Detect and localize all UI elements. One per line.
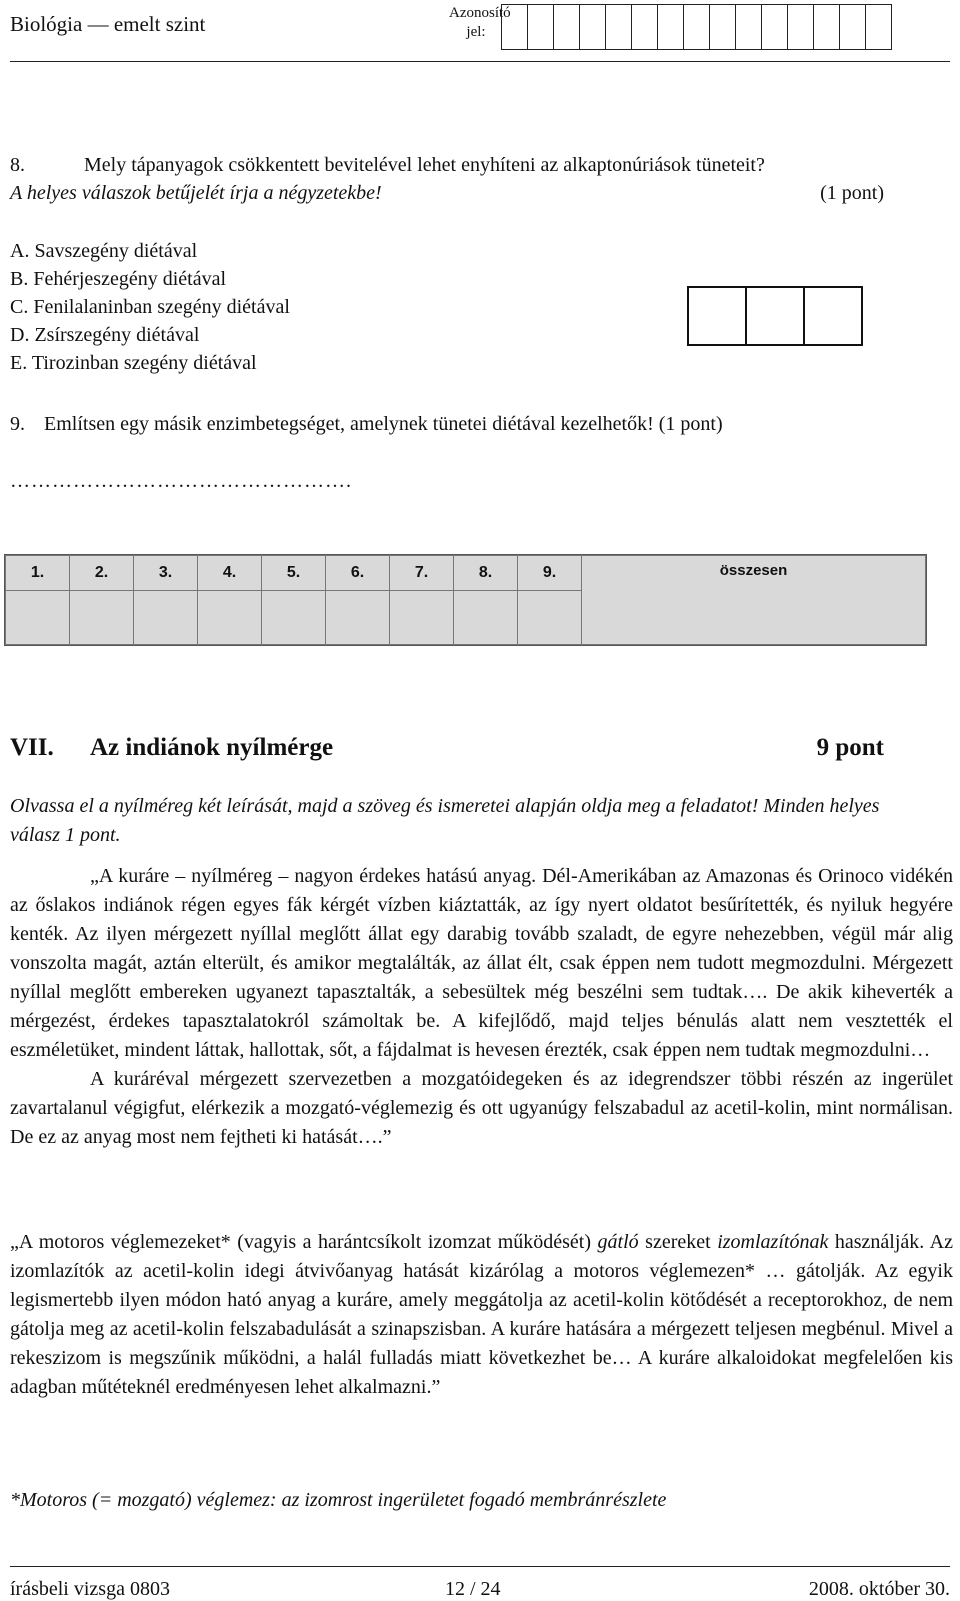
answer-box[interactable] bbox=[687, 286, 747, 346]
footnote: *Motoros (= mozgató) véglemez: az izomrost ingerületet fogadó membránrészlete bbox=[10, 1489, 667, 1511]
footer-date: 2008. október 30. bbox=[808, 1578, 950, 1600]
q8-option-b: B. Fehérjeszegény diétával bbox=[10, 268, 227, 290]
id-box[interactable] bbox=[631, 4, 658, 50]
text2-part: szereket bbox=[638, 1231, 718, 1253]
q9-text: Említsen egy másik enzimbetegséget, amelynek tünetei diétával kezelhetők! (1 pont) bbox=[44, 413, 723, 435]
score-header: 7. bbox=[390, 556, 454, 591]
q9-question bbox=[10, 413, 723, 436]
text2-paragraph bbox=[10, 1228, 953, 1402]
score-header-total: összesen bbox=[582, 556, 926, 645]
id-box[interactable] bbox=[787, 4, 814, 50]
text2-part: használják. Az izomlazítók az acetil-kolin idegi átvivőanyag hatását kizárólag a motoros véglemezen* … gátolják. Az egyik legismertebb ilyen módon ható anyag a kuráre, amely meggátolja az acetil-kolin kötődését a receptorokhoz, de nem gátolja meg az acetil-kolin felszabadulását a szinapszisban. A kuráre hatására a mérgezett teljesen megbénul. Mivel a rekeszizom is megszűnik működni, a halál fulladás miatt következhet be… A kuráre alkaloidokat megfelelően kis adagban műtéteknél eredményesen lehet alkalmazni.” bbox=[10, 1231, 953, 1398]
score-header: 6. bbox=[326, 556, 390, 591]
score-cell[interactable] bbox=[70, 591, 134, 645]
text2 bbox=[10, 1228, 953, 1402]
score-header: 1. bbox=[6, 556, 70, 591]
q9-answer-line[interactable]: …………………………………………. bbox=[10, 470, 352, 492]
q9-number: 9. bbox=[10, 413, 25, 435]
footer-page: 12 / 24 bbox=[445, 1578, 501, 1600]
id-boxes bbox=[502, 4, 892, 50]
section-title: Az indiánok nyílmérge bbox=[90, 734, 334, 761]
q8-instruction: A helyes válaszok betűjelét írja a négyzetekbe! bbox=[10, 182, 382, 204]
score-header: 5. bbox=[262, 556, 326, 591]
id-box[interactable] bbox=[709, 4, 736, 50]
q8-option-c: C. Fenilalaninban szegény diétával bbox=[10, 296, 290, 318]
score-cell[interactable] bbox=[326, 591, 390, 645]
q8-option-a: A. Savszegény diétával bbox=[10, 240, 198, 262]
text2-italic-relaxant: izomlazítónak bbox=[717, 1231, 829, 1253]
id-box[interactable] bbox=[553, 4, 580, 50]
section-number: VII. bbox=[10, 734, 54, 761]
id-box[interactable] bbox=[839, 4, 866, 50]
score-header: 3. bbox=[134, 556, 198, 591]
score-cell[interactable] bbox=[198, 591, 262, 645]
id-box[interactable] bbox=[761, 4, 788, 50]
score-table bbox=[4, 554, 927, 646]
q8-text: Mely tápanyagok csökkentett bevitelével lehet enyhíteni az alkaptonúriások tüneteit? bbox=[84, 154, 765, 176]
id-box[interactable] bbox=[579, 4, 606, 50]
footer-rule bbox=[10, 1566, 950, 1567]
score-cell[interactable] bbox=[6, 591, 70, 645]
q8-question bbox=[10, 154, 765, 177]
q8-option-d: D. Zsírszegény diétával bbox=[10, 324, 200, 346]
id-box[interactable] bbox=[605, 4, 632, 50]
id-box[interactable] bbox=[813, 4, 840, 50]
text1 bbox=[10, 862, 953, 1152]
q8-points: (1 pont) bbox=[820, 182, 884, 204]
answer-box[interactable] bbox=[803, 286, 863, 346]
score-header: 9. bbox=[518, 556, 582, 591]
id-box[interactable] bbox=[865, 4, 892, 50]
text2-italic-blocking: gátló bbox=[597, 1231, 639, 1253]
header-title: Biológia — emelt szint bbox=[10, 12, 206, 36]
footer-exam: írásbeli vizsga 0803 bbox=[10, 1578, 170, 1600]
score-cell[interactable] bbox=[454, 591, 518, 645]
q8-number: 8. bbox=[10, 154, 25, 176]
id-box[interactable] bbox=[735, 4, 762, 50]
answer-box[interactable] bbox=[745, 286, 805, 346]
q8-option-e: E. Tirozinban szegény diétával bbox=[10, 352, 257, 374]
score-header: 8. bbox=[454, 556, 518, 591]
text1-paragraph-2: A kuráréval mérgezett szervezetben a mozgatóidegeken és az idegrendszer többi részén az ingerület zavartalanul végigfut, elérkezik a mozgató-véglemezig és ott ugyanúgy felszabadul az acetil-kolin, mint normálisan. De ez az anyag most nem fejtheti ki hatását….” bbox=[10, 1068, 953, 1148]
id-box[interactable] bbox=[657, 4, 684, 50]
section-heading bbox=[10, 734, 884, 762]
score-cell[interactable] bbox=[390, 591, 454, 645]
score-header: 2. bbox=[70, 556, 134, 591]
id-box[interactable] bbox=[683, 4, 710, 50]
id-box[interactable] bbox=[501, 4, 528, 50]
id-box[interactable] bbox=[527, 4, 554, 50]
text1-paragraph-1: „A kuráre – nyílméreg – nagyon érdekes hatású anyag. Dél-Amerikában az Amazonas és Orinoco vidékén az őslakos indiánok régen egyes fák kérgét vízben kiáztatták, az így nyert oldatot besűrítették, és nyiluk hegyére kenték. Az ilyen mérgezett nyíllal meglőtt állat egy darabig tovább szaladt, de egyre nehezebben, végül már alig vonszolta magát, aztán elterült, és amikor megtalálták, az állat élt, csak éppen nem tudott megmozdulni. Mérgezett nyíllal meglőtt embereken ugyanezt tapasztalták, a sebesültek még beszélni sem tudtak…. De akik kiheverték a mérgezést, érdekes tapasztalatokról számoltak be. A kifejlődő, majd teljes bénulás alatt nem vesztették el eszméletüket, mindent láttak, hallottak, sőt, a fájdalmat is hevesen érezték, csak éppen nem tudtak megmozdulni… bbox=[10, 865, 953, 1061]
text2-part: „A motoros véglemezeket* (vagyis a harántcsíkolt izomzat működését) bbox=[10, 1231, 598, 1253]
score-cell[interactable] bbox=[518, 591, 582, 645]
score-header: 4. bbox=[198, 556, 262, 591]
q8-answer-boxes bbox=[689, 286, 863, 346]
section-instruction: Olvassa el a nyílméreg két leírását, majd a szöveg és ismeretei alapján oldja meg a feladatot! Minden helyes válasz 1 pont. bbox=[10, 795, 880, 846]
id-label: Azonosító jel: bbox=[449, 5, 511, 40]
score-cell[interactable] bbox=[134, 591, 198, 645]
section-points: 9 pont bbox=[816, 734, 884, 761]
header-rule bbox=[10, 61, 950, 62]
score-cell[interactable] bbox=[262, 591, 326, 645]
